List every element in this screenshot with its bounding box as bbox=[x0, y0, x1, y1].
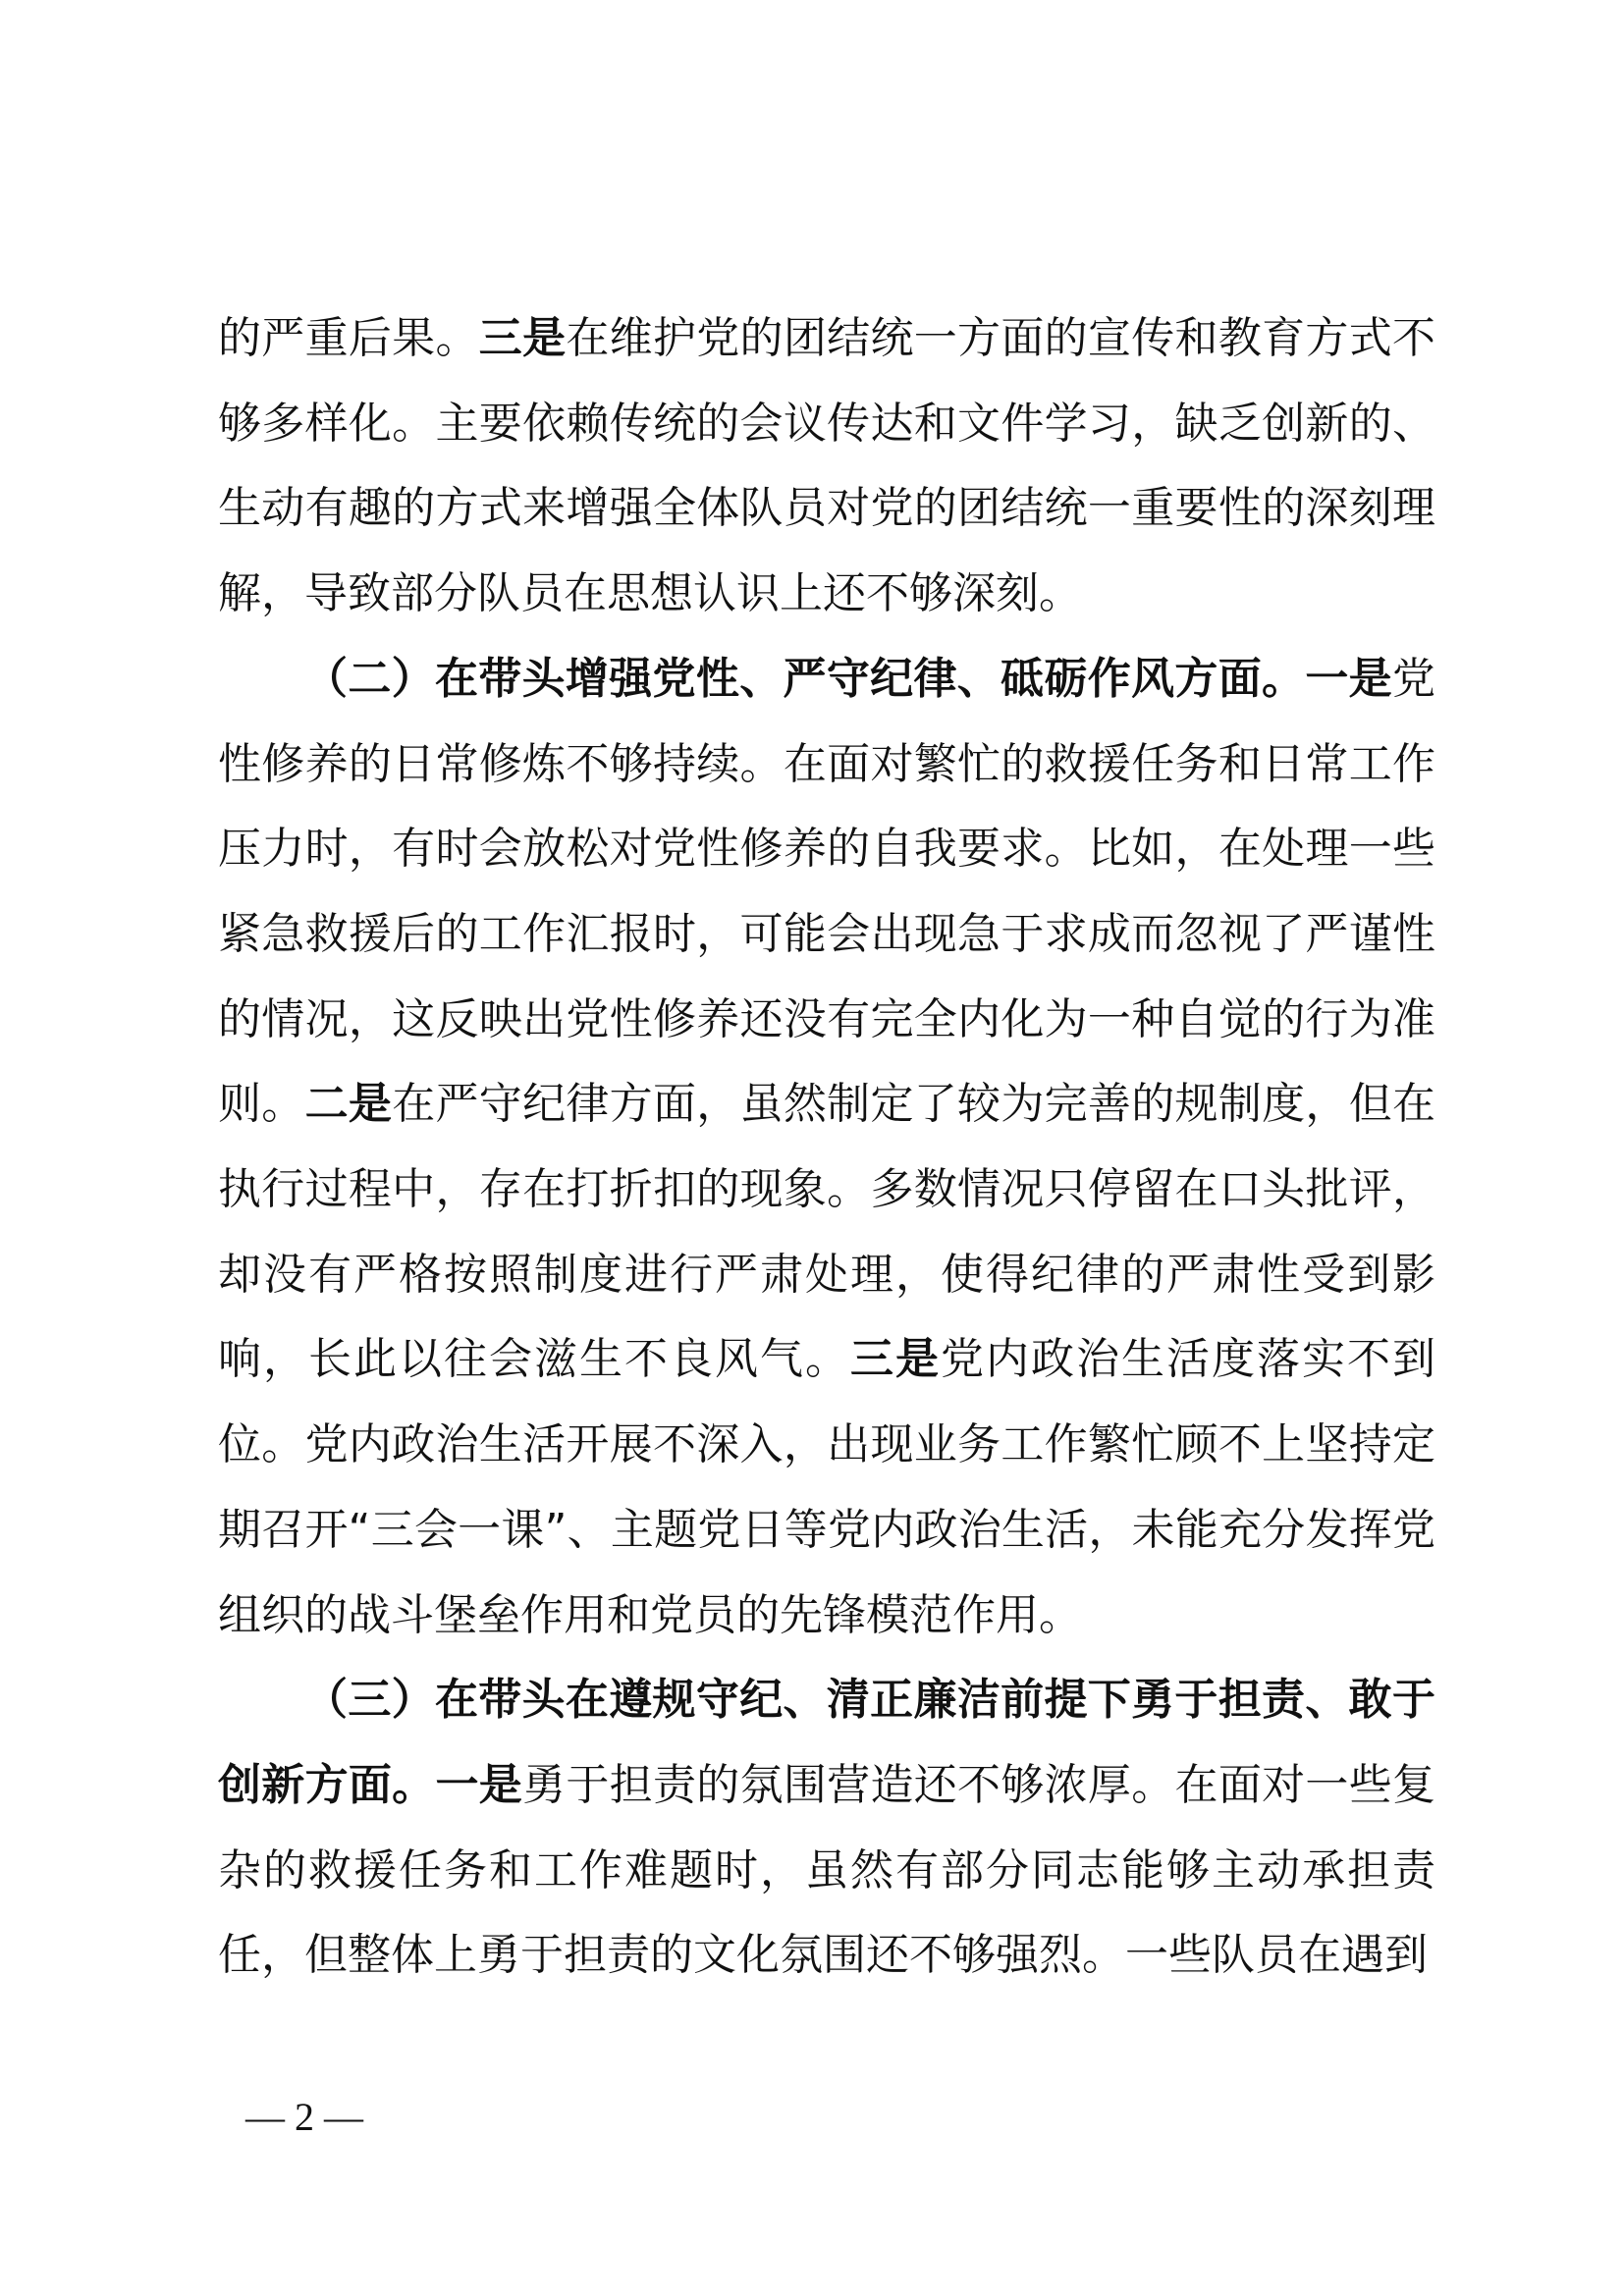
paragraph-2 bbox=[218, 637, 1435, 1658]
section-2-heading: （二）在带头增强党性、严守纪律、砥砺作风方面。一是 bbox=[304, 653, 1392, 704]
page-number: — 2 — bbox=[245, 2095, 363, 2139]
paragraph-1-bold-marker: 三是 bbox=[478, 313, 567, 363]
paragraph-2-text-a: 党性修养的日常修炼不够持续。在面对繁忙的救援任务和日常工作压力时，有时会放松对党性修养的自我要求。比如，在处理一些紧急救援后的工作汇报时，可能会出现急于求成而忽视了严谨性的情况，这反映出党性修养还没有完全内化为一种自觉的行为准则。 bbox=[218, 653, 1435, 1130]
paragraph-1-text-a: 的严重后果。 bbox=[218, 313, 479, 363]
paragraph-2-text-c: 党内政治生活度落实不到位。党内政治生活开展不深入，出现业务工作繁忙顾不上坚持定期召开“三会一课”、主题党日等党内政治生活，未能充分发挥党组织的战斗堡垒作用和党员的先锋模范作用。 bbox=[218, 1334, 1435, 1640]
section-3-heading: （三）在带头在遵规守纪、清正廉洁前提下勇于担责、敢于创新方面。一是 bbox=[218, 1675, 1435, 1810]
paragraph-1 bbox=[218, 296, 1435, 637]
paragraph-2-bold-marker-3: 三是 bbox=[850, 1334, 941, 1385]
paragraph-3 bbox=[218, 1658, 1435, 1999]
paragraph-1-text-b: 在维护党的团结统一方面的宣传和教育方式不够多样化。主要依赖传统的会议传达和文件学习，缺乏创新的、生动有趣的方式来增强全体队员对党的团结统一重要性的深刻理解，导致部分队员在思想认识上还不够深刻。 bbox=[218, 313, 1436, 619]
document-body bbox=[218, 296, 1435, 1999]
paragraph-2-text-b: 在严守纪律方面，虽然制定了较为完善的规制度，但在执行过程中，存在打折扣的现象。多数情况只停留在口头批评，却没有严格按照制度进行严肃处理，使得纪律的严肃性受到影响，长此以往会滋生不良风气。 bbox=[218, 1079, 1436, 1385]
paragraph-3-text-a: 勇于担责的氛围营造还不够浓厚。在面对一些复杂的救援任务和工作难题时，虽然有部分同志能够主动承担责任，但整体上勇于担责的文化氛围还不够强烈。一些队员在遇到 bbox=[218, 1759, 1436, 1981]
paragraph-2-bold-marker-2: 二是 bbox=[304, 1079, 393, 1130]
